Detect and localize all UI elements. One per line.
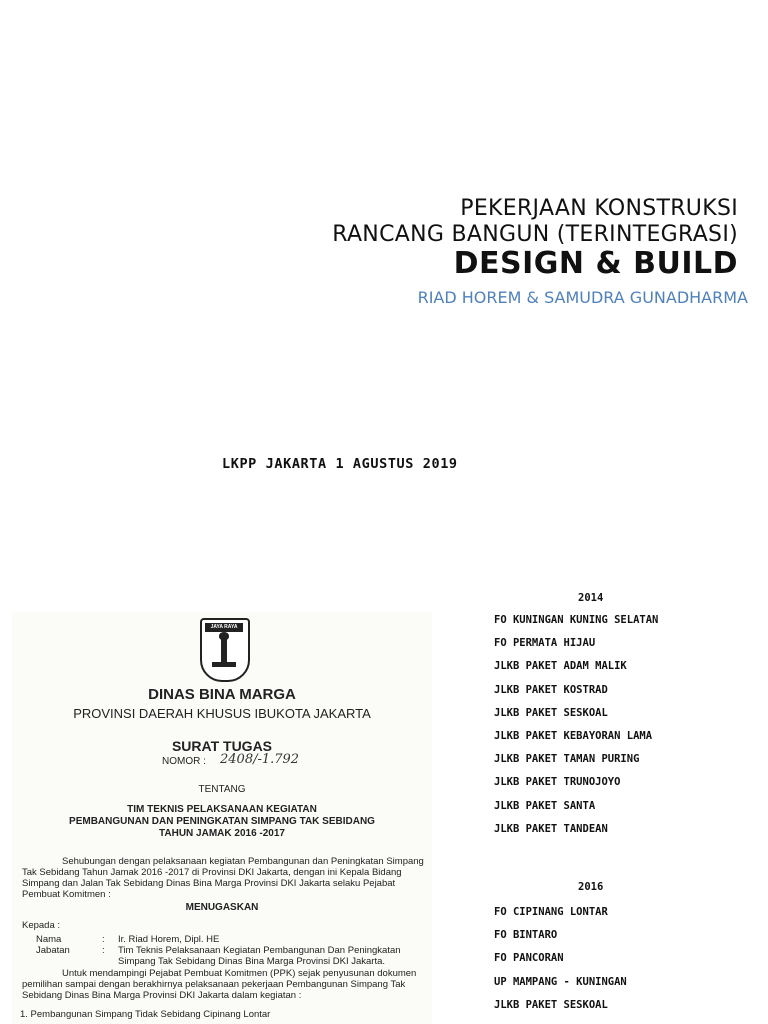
letter-nomor-handwritten: 2408/-1.792 [220,752,300,767]
year-2014: 2014 [578,592,604,604]
list-item: JLKB PAKET KEBAYORAN LAMA [494,729,653,742]
list-item: JLKB PAKET TANDEAN [494,822,608,835]
list-item: JLKB PAKET ADAM MALIK [494,660,627,673]
list-item: JLKB PAKET SESKOAL [494,998,608,1011]
letter-subject-1: TIM TEKNIS PELAKSANAAN KEGIATAN [127,804,317,815]
list-item: FO CIPINANG LONTAR [494,906,608,918]
letter-tentang: TENTANG [198,784,246,795]
list-item: FO PERMATA HIJAU [494,637,596,650]
jakarta-crest-icon [200,618,250,682]
letter-subject-2: PEMBANGUNAN DAN PENINGKATAN SIMPANG TAK SEBIDANG [69,816,375,827]
list-item: UP MAMPANG - KUNINGAN [494,975,627,988]
letter-title: SURAT TUGAS [171,738,273,754]
authors: RIAD HOREM & SAMUDRA GUNADHARMA [417,288,748,307]
list-item: JLKB PAKET SANTA [494,799,596,812]
projects-2014-list [494,609,658,841]
letter-nama-value: Ir. Riad Horem, Dipl. HE [118,934,220,945]
letter-jabatan-label: Jabatan [36,945,70,956]
letter-paragraph-1: Sehubungan dengan pelaksanaan kegiatan Pembangunan dan Peningkatan Simpang Tak Sebidang Tahun Jamak 2016 -2017 di Provinsi DKI Jakarta, dengan ini Kepala Bidang Simpang dan Jalan Tak Sebidang Dinas Bina Marga Provinsi DKI Jakarta selaku Pejabat Pembuat Komitmen : [22,856,424,900]
letter-jabatan-value: Tim Teknis Pelaksanaan Kegiatan Pembangunan Dan Peningkatan Simpang Tak Sebidang Dinas Bina Marga Provinsi DKI Jakarta. [118,945,401,967]
list-item: FO BINTARO [494,929,558,942]
letter-item-1: 1. Pembangunan Simpang Tidak Sebidang Cipinang Lontar [20,1009,271,1020]
list-item: FO KUNINGAN KUNING SELATAN [494,614,659,626]
letter-nomor-label: NOMOR : [162,756,206,767]
letter-menugaskan: MENUGASKAN [185,902,259,913]
letter-kepada: Kepada : [22,920,61,931]
projects-2016-list [494,901,627,1017]
letter-nama-label: Nama [36,934,62,945]
letter-scan [12,612,432,1024]
crest-band: JAYA RAYA [205,623,243,632]
letter-nama-colon: : [102,934,105,945]
letter-province: PROVINSI DAERAH KHUSUS IBUKOTA JAKARTA [73,706,371,721]
title-line-2: RANCANG BANGUN (TERINTEGRASI) [332,222,738,247]
list-item: JLKB PAKET TRUNOJOYO [494,776,621,789]
letter-jabatan-colon: : [102,945,105,956]
list-item: JLKB PAKET SESKOAL [494,706,608,719]
title-main: DESIGN & BUILD [453,246,738,281]
letter-agency: DINAS BINA MARGA [148,686,296,703]
list-item: JLKB PAKET KOSTRAD [494,683,608,696]
year-2016: 2016 [578,881,604,893]
event-date: LKPP JAKARTA 1 AGUSTUS 2019 [222,456,458,472]
letter-subject-3: TAHUN JAMAK 2016 -2017 [159,828,285,839]
title-line-1: PEKERJAAN KONSTRUKSI [460,196,738,221]
list-item: FO PANCORAN [494,952,564,965]
list-item: JLKB PAKET TAMAN PURING [494,753,640,766]
letter-paragraph-2: Untuk mendampingi Pejabat Pembuat Komitmen (PPK) sejak penyusunan dokumen pemilihan sampai dengan berakhirnya pelaksanaan pekerjaan Pembangunan Simpang Tak Sebidang Dinas Bina Marga Provinsi DKI Jakarta dalam kegiatan : [22,968,417,1001]
